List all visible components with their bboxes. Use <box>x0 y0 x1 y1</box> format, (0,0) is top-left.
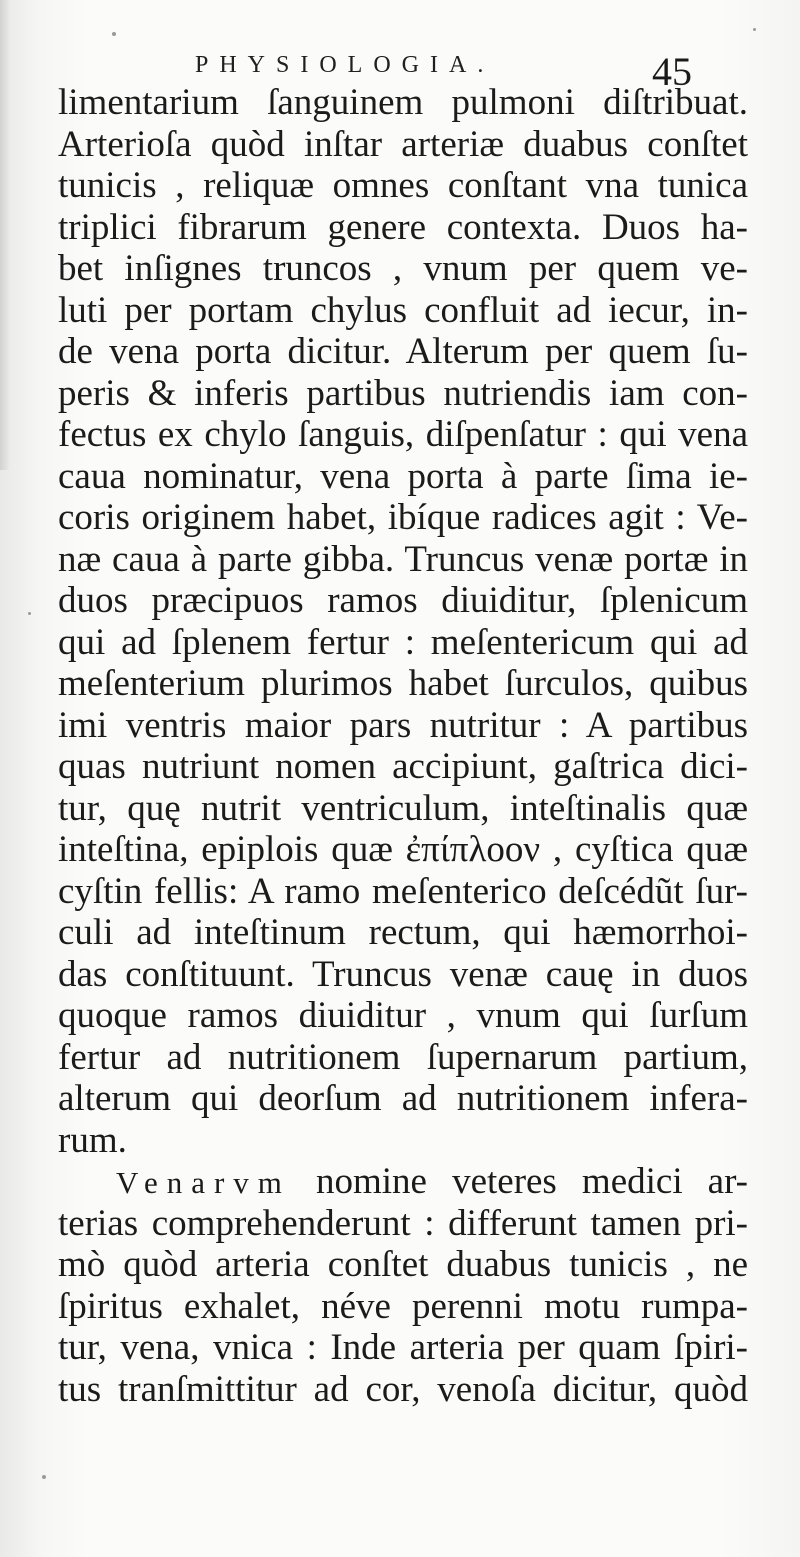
paragraph-2 <box>58 1161 748 1410</box>
text-line: imi ventris maior pars nutritur : A partibus <box>58 704 748 746</box>
text-line: peris & inferis partibus nutriendis iam con- <box>58 372 748 414</box>
text-line: fertur ad nutritionem ſupernarum partium, <box>58 1036 748 1078</box>
text-line: næ caua à parte gibba. Truncus venæ portæ in <box>58 538 748 580</box>
text-line: terias comprehenderunt : differunt tamen pri- <box>58 1202 748 1244</box>
text-line: quas nutriunt nomen accipiunt, gaſtrica dici- <box>58 746 748 787</box>
text-line: caua nominatur, vena porta à parte ſima ie- <box>58 455 748 497</box>
text-line: tus tranſmittitur ad cor, venoſa dicitur, quòd <box>58 1368 748 1410</box>
paper-speck <box>28 612 31 615</box>
paper-speck <box>42 1475 46 1479</box>
text-line: coris originem habet, ibíque radices agit : Ve- <box>58 497 748 538</box>
text-line: Arterioſa quòd inſtar arteriæ duabus conſtet <box>58 123 748 165</box>
text-line: mò quòd arteria conſtet duabus tunicis , ne <box>58 1244 748 1285</box>
text-line: tur, quę nutrit ventriculum, inteſtinalis quæ <box>58 787 748 829</box>
text-line: meſenterium plurimos habet ſurculos, quibus <box>58 663 748 704</box>
text-line: das conſtituunt. Truncus venæ cauę in duos <box>58 953 748 995</box>
text-line: bet inſignes truncos , vnum per quem ve- <box>58 248 748 289</box>
text-line: luti per portam chylus confluit ad iecur, in- <box>58 289 748 331</box>
page-number: 45 <box>652 49 692 94</box>
text-line: ſpiritus exhalet, néve perenni motu rumpa- <box>58 1285 748 1327</box>
text-line: rum. <box>58 1119 127 1161</box>
text-line: limentarium ſanguinem pulmoni diſtribuat. <box>58 82 748 123</box>
text-line: de vena porta dicitur. Alterum per quem ſu- <box>58 331 748 372</box>
text-line <box>58 1161 748 1203</box>
text-line: fectus ex chylo ſanguis, diſpenſatur : qui vena <box>58 414 748 455</box>
text-line: tur, vena, vnica : Inde arteria per quam ſpiri- <box>58 1327 748 1368</box>
paragraph-lead-word: Venarvm <box>116 1165 291 1200</box>
paper-speck <box>753 28 756 31</box>
text-line: tunicis , reliquæ omnes conſtant vna tunica <box>58 165 748 206</box>
text-line: alterum qui deorſum ad nutritionem infera- <box>58 1078 748 1119</box>
text-line: cyſtin fellis: A ramo meſenterico deſcédũt ſur- <box>58 870 748 912</box>
body-text <box>58 82 748 1410</box>
running-title: PHYSIOLOGIA. <box>195 52 495 78</box>
text-run: nomine veteres medici ar- <box>316 1161 748 1202</box>
text-line: culi ad inteſtinum rectum, qui hæmorrhoi- <box>58 912 748 953</box>
paragraph-1 <box>58 82 748 1161</box>
text-line: duos præcipuos ramos diuiditur, ſplenicum <box>58 580 748 621</box>
text-line: inteſtina, epiplois quæ ἐπίπλοον , cyſtica quæ <box>58 829 748 870</box>
paper-speck <box>112 32 116 36</box>
text-line: qui ad ſplenem fertur : meſentericum qui ad <box>58 621 748 663</box>
text-line: triplici fibrarum genere contexta. Duos ha- <box>58 206 748 248</box>
text-line: quoque ramos diuiditur , vnum qui ſurſum <box>58 995 748 1036</box>
